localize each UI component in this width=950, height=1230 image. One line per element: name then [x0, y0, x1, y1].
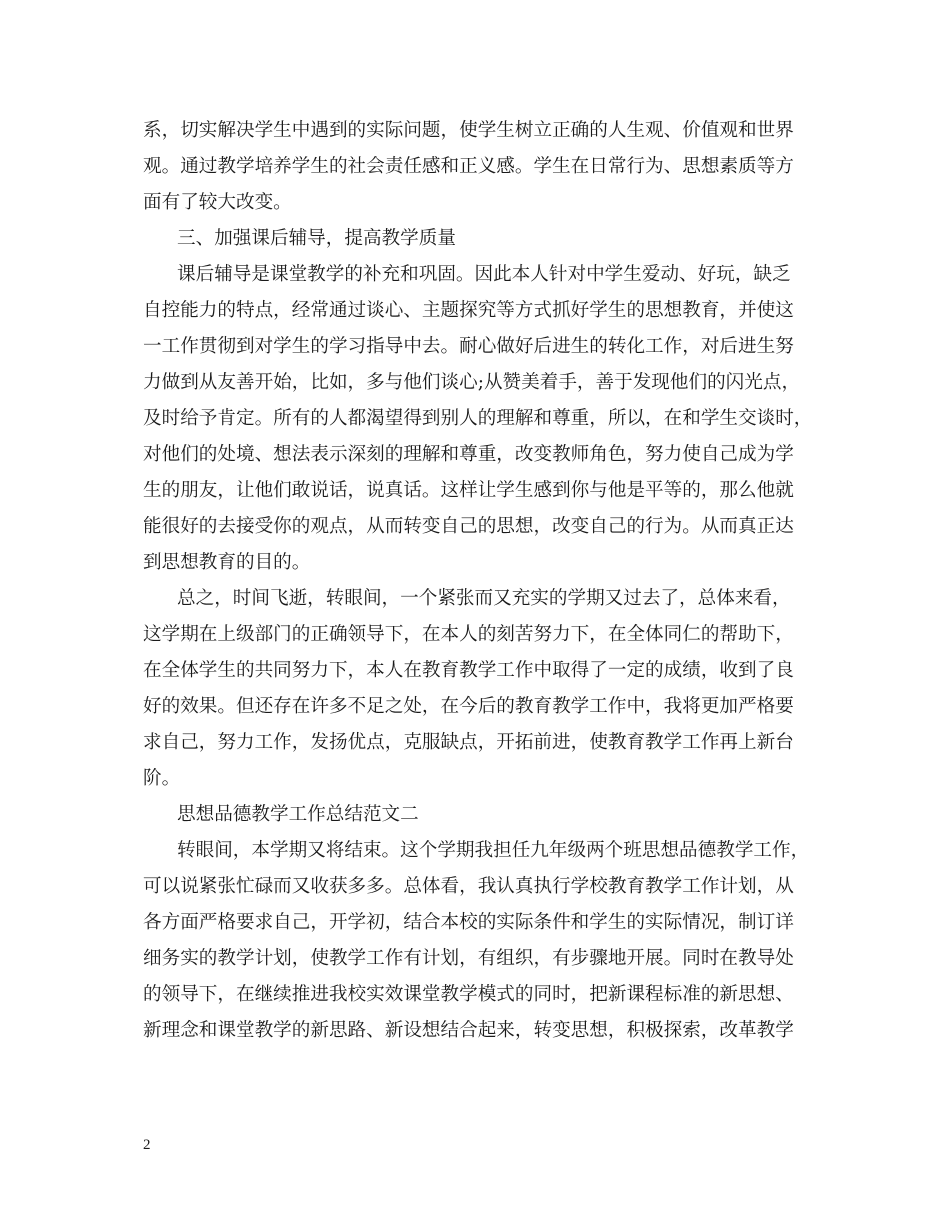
text-line: 各方面严格要求自己，开学初，结合本校的实际条件和学生的实际情况，制订详	[143, 912, 794, 933]
text-line: 求自己，努力工作，发扬优点，克服缺点，开拓前进，使教育教学工作再上新台	[143, 732, 794, 753]
section-heading: 思想品德教学工作总结范文二	[177, 804, 419, 825]
text-line: 一工作贯彻到对学生的学习指导中去。耐心做好后进生的转化工作，对后进生努	[143, 336, 794, 357]
text-line: 对他们的处境、想法表示深刻的理解和尊重，改变教师角色，努力使自己成为学	[143, 444, 794, 465]
text-line: 转眼间，本学期又将结束。这个学期我担任九年级两个班思想品德教学工作，	[177, 840, 810, 861]
text-line: 能很好的去接受你的观点，从而转变自己的思想，改变自己的行为。从而真正达	[143, 516, 794, 537]
text-line: 到思想教育的目的。	[143, 552, 311, 573]
text-line: 细务实的教学计划，使教学工作有计划，有组织，有步骤地开展。同时在教导处	[143, 948, 794, 969]
text-line: 总之，时间飞逝，转眼间，一个紧张而又充实的学期又过去了，总体来看，	[177, 588, 791, 609]
text-line: 观。通过教学培养学生的社会责任感和正义感。学生在日常行为、思想素质等方	[143, 156, 794, 177]
text-line: 面有了较大改变。	[143, 192, 292, 213]
page-number: 2	[143, 1137, 151, 1153]
text-line: 自控能力的特点，经常通过谈心、主题探究等方式抓好学生的思想教育，并使这	[143, 300, 794, 321]
section-heading: 三、加强课后辅导，提高教学质量	[177, 228, 456, 249]
text-line: 好的效果。但还存在许多不足之处，在今后的教育教学工作中，我将更加严格要	[143, 696, 794, 717]
text-line: 课后辅导是课堂教学的补充和巩固。因此本人针对中学生爱动、好玩，缺乏	[177, 264, 791, 285]
text-line: 的领导下，在继续推进我校实效课堂教学模式的同时，把新课程标准的新思想、	[143, 984, 794, 1005]
text-line: 这学期在上级部门的正确领导下，在本人的刻苦努力下，在全体同仁的帮助下，	[143, 624, 794, 645]
text-line: 新理念和课堂教学的新思路、新设想结合起来，转变思想，积极探索，改革教学	[143, 1020, 794, 1041]
text-line: 系，切实解决学生中遇到的实际问题，使学生树立正确的人生观、价值观和世界	[143, 120, 794, 141]
text-line: 力做到从友善开始，比如，多与他们谈心;从赞美着手，善于发现他们的闪光点，	[143, 372, 801, 393]
text-line: 及时给予肯定。所有的人都渴望得到别人的理解和尊重，所以，在和学生交谈时，	[143, 408, 813, 429]
text-line: 生的朋友，让他们敢说话，说真话。这样让学生感到你与他是平等的，那么他就	[143, 480, 794, 501]
text-line: 在全体学生的共同努力下，本人在教育教学工作中取得了一定的成绩，收到了良	[143, 660, 794, 681]
text-line: 阶。	[143, 768, 181, 789]
text-line: 可以说紧张忙碌而又收获多多。总体看，我认真执行学校教育教学工作计划，从	[143, 876, 794, 897]
